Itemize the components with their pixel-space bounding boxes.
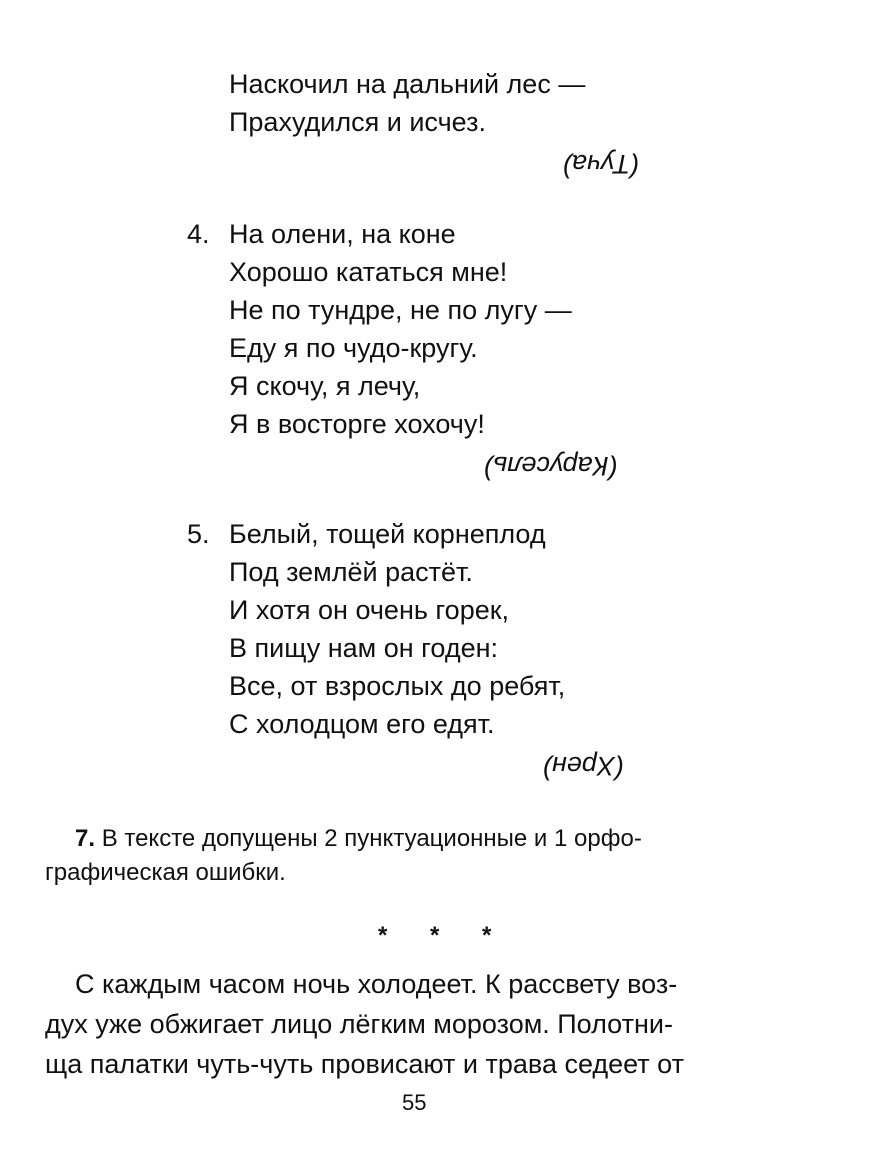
riddle3-answer-text: Туча: [572, 149, 631, 179]
riddle3-line-2: Прахудился и исчез.: [229, 107, 486, 137]
prose-line-2: дух уже обжигает лицо лёгким морозом. Полотни-: [45, 1009, 673, 1039]
page-number: 55: [402, 1090, 427, 1115]
riddle5-line-1: Белый, тощей корнеплод: [229, 519, 546, 549]
task7-line-2: графическая ошибки.: [45, 859, 286, 886]
riddle4-line-5: Я скочу, я лечу,: [229, 371, 421, 401]
riddle4-line-2: Хорошо кататься мне!: [229, 257, 508, 287]
riddle4-line-3: Не по тундре, не по лугу —: [229, 295, 572, 325]
riddle5-line-2: Под землёй растёт.: [229, 557, 473, 587]
riddle5-answer: (Хрен): [543, 748, 624, 784]
task7-number: 7.: [75, 825, 96, 852]
riddle3-line-1: Наскочил на дальний лес —: [229, 69, 586, 99]
riddle3-answer: (Туча): [563, 146, 639, 182]
riddle5-line-3: И хотя он очень горек,: [229, 595, 510, 625]
task7-text-1: В тексте допущены 2 пунктуационные и 1 орфо-: [101, 825, 642, 852]
riddle5-answer-text: Хрен: [552, 751, 615, 781]
prose-line-1: С каждым часом ночь холодеет. К рассвету воз-: [75, 969, 678, 999]
riddle4-line-1: На олени, на коне: [229, 219, 456, 249]
riddle4-line-6: Я в восторге хохочу!: [229, 409, 485, 439]
prose-line-3: ща палатки чуть-чуть провисают и трава седеет от: [45, 1049, 684, 1079]
riddle5-number: 5.: [187, 519, 210, 549]
riddle5-line-4: В пищу нам он годен:: [229, 633, 499, 663]
riddle5-line-6: С холодцом его едят.: [229, 709, 495, 739]
riddle4-number: 4.: [187, 219, 210, 249]
task7-line-1: [75, 822, 642, 856]
riddle4-line-4: Еду я по чудо-кругу.: [229, 333, 478, 363]
riddle5-line-5: Все, от взрослых до ребят,: [229, 671, 566, 701]
riddle4-answer: (Карусель): [484, 448, 618, 484]
separator-stars: * * *: [378, 922, 510, 949]
riddle4-answer-text: Карусель: [493, 451, 609, 481]
